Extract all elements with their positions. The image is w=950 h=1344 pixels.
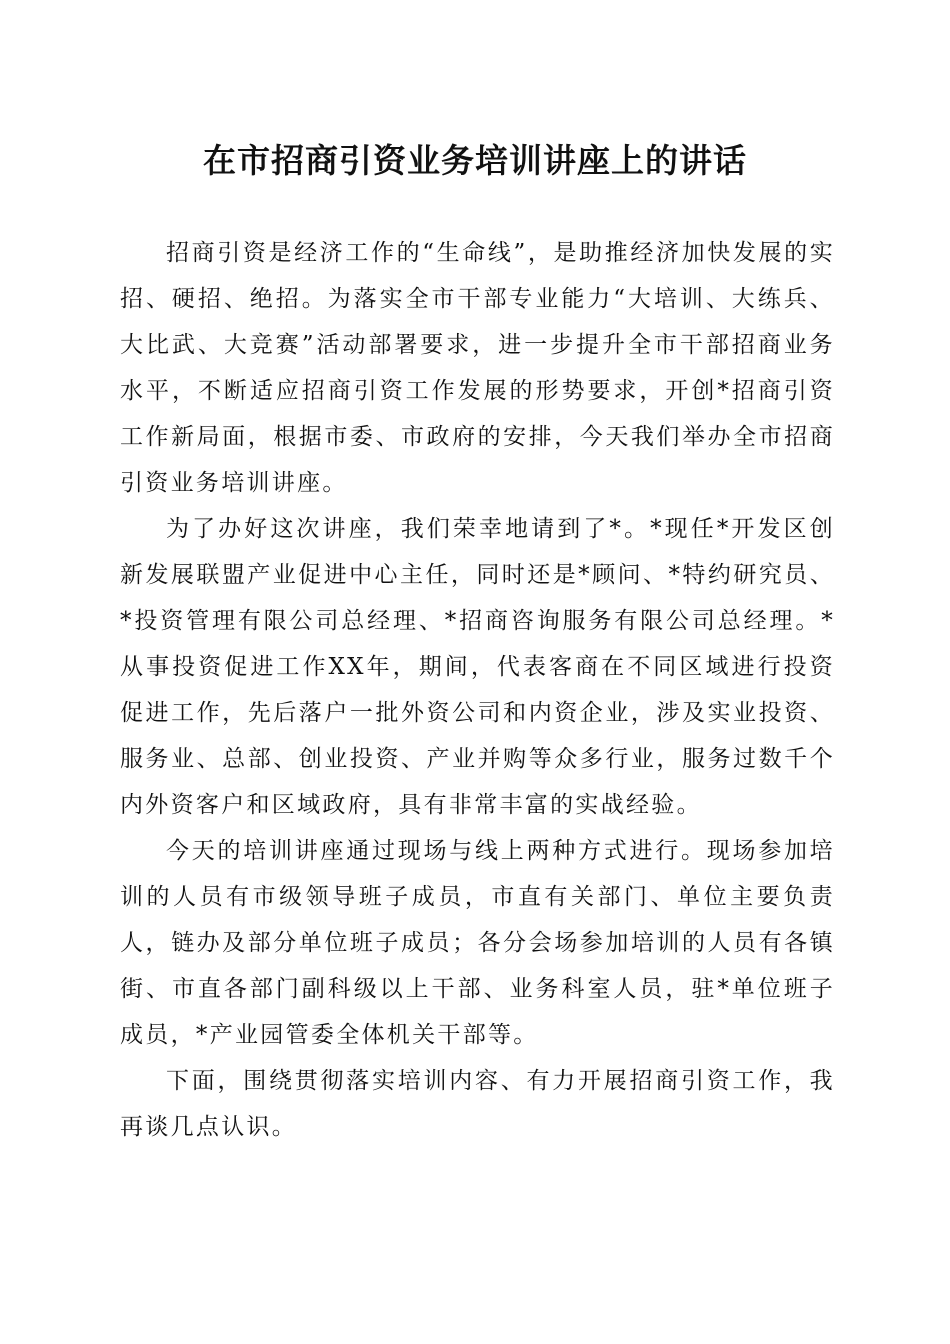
paragraph-transition: 下面，围绕贯彻落实培训内容、有力开展招商引资工作，我再谈几点认识。 [120, 1068, 835, 1140]
paragraph-attendees: 今天的培训讲座通过现场与线上两种方式进行。现场参加培训的人员有市级领导班子成员，市直有关部门、单位主要负责人，链办及部分单位班子成员；各分会场参加培训的人员有各镇街、市直各部门副科级以上干部、业务科室人员，驻*单位班子成员，*产业园管委全体机关干部等。 [120, 838, 835, 1048]
paragraph-intro: 招商引资是经济工作的“生命线”，是助推经济加快发展的实招、硬招、绝招。为落实全市干部专业能力“大培训、大练兵、大比武、大竞赛”活动部署要求，进一步提升全市干部招商业务水平，不断适应招商引资工作发展的形势要求，开创*招商引资工作新局面，根据市委、市政府的安排，今天我们举办全市招商引资业务培训讲座。 [120, 240, 835, 496]
paragraph-speaker: 为了办好这次讲座，我们荣幸地请到了*。*现任*开发区创新发展联盟产业促进中心主任，同时还是*顾问、*特约研究员、*投资管理有限公司总经理、*招商咨询服务有限公司总经理。*从事投资促进工作XX年，期间，代表客商在不同区域进行投资促进工作，先后落户一批外资公司和内资企业，涉及实业投资、服务业、总部、创业投资、产业并购等众多行业，服务过数千个内外资客户和区域政府，具有非常丰富的实战经验。 [120, 516, 835, 818]
document-title: 在市招商引资业务培训讲座上的讲话 [203, 141, 747, 180]
document-body [120, 230, 835, 1150]
